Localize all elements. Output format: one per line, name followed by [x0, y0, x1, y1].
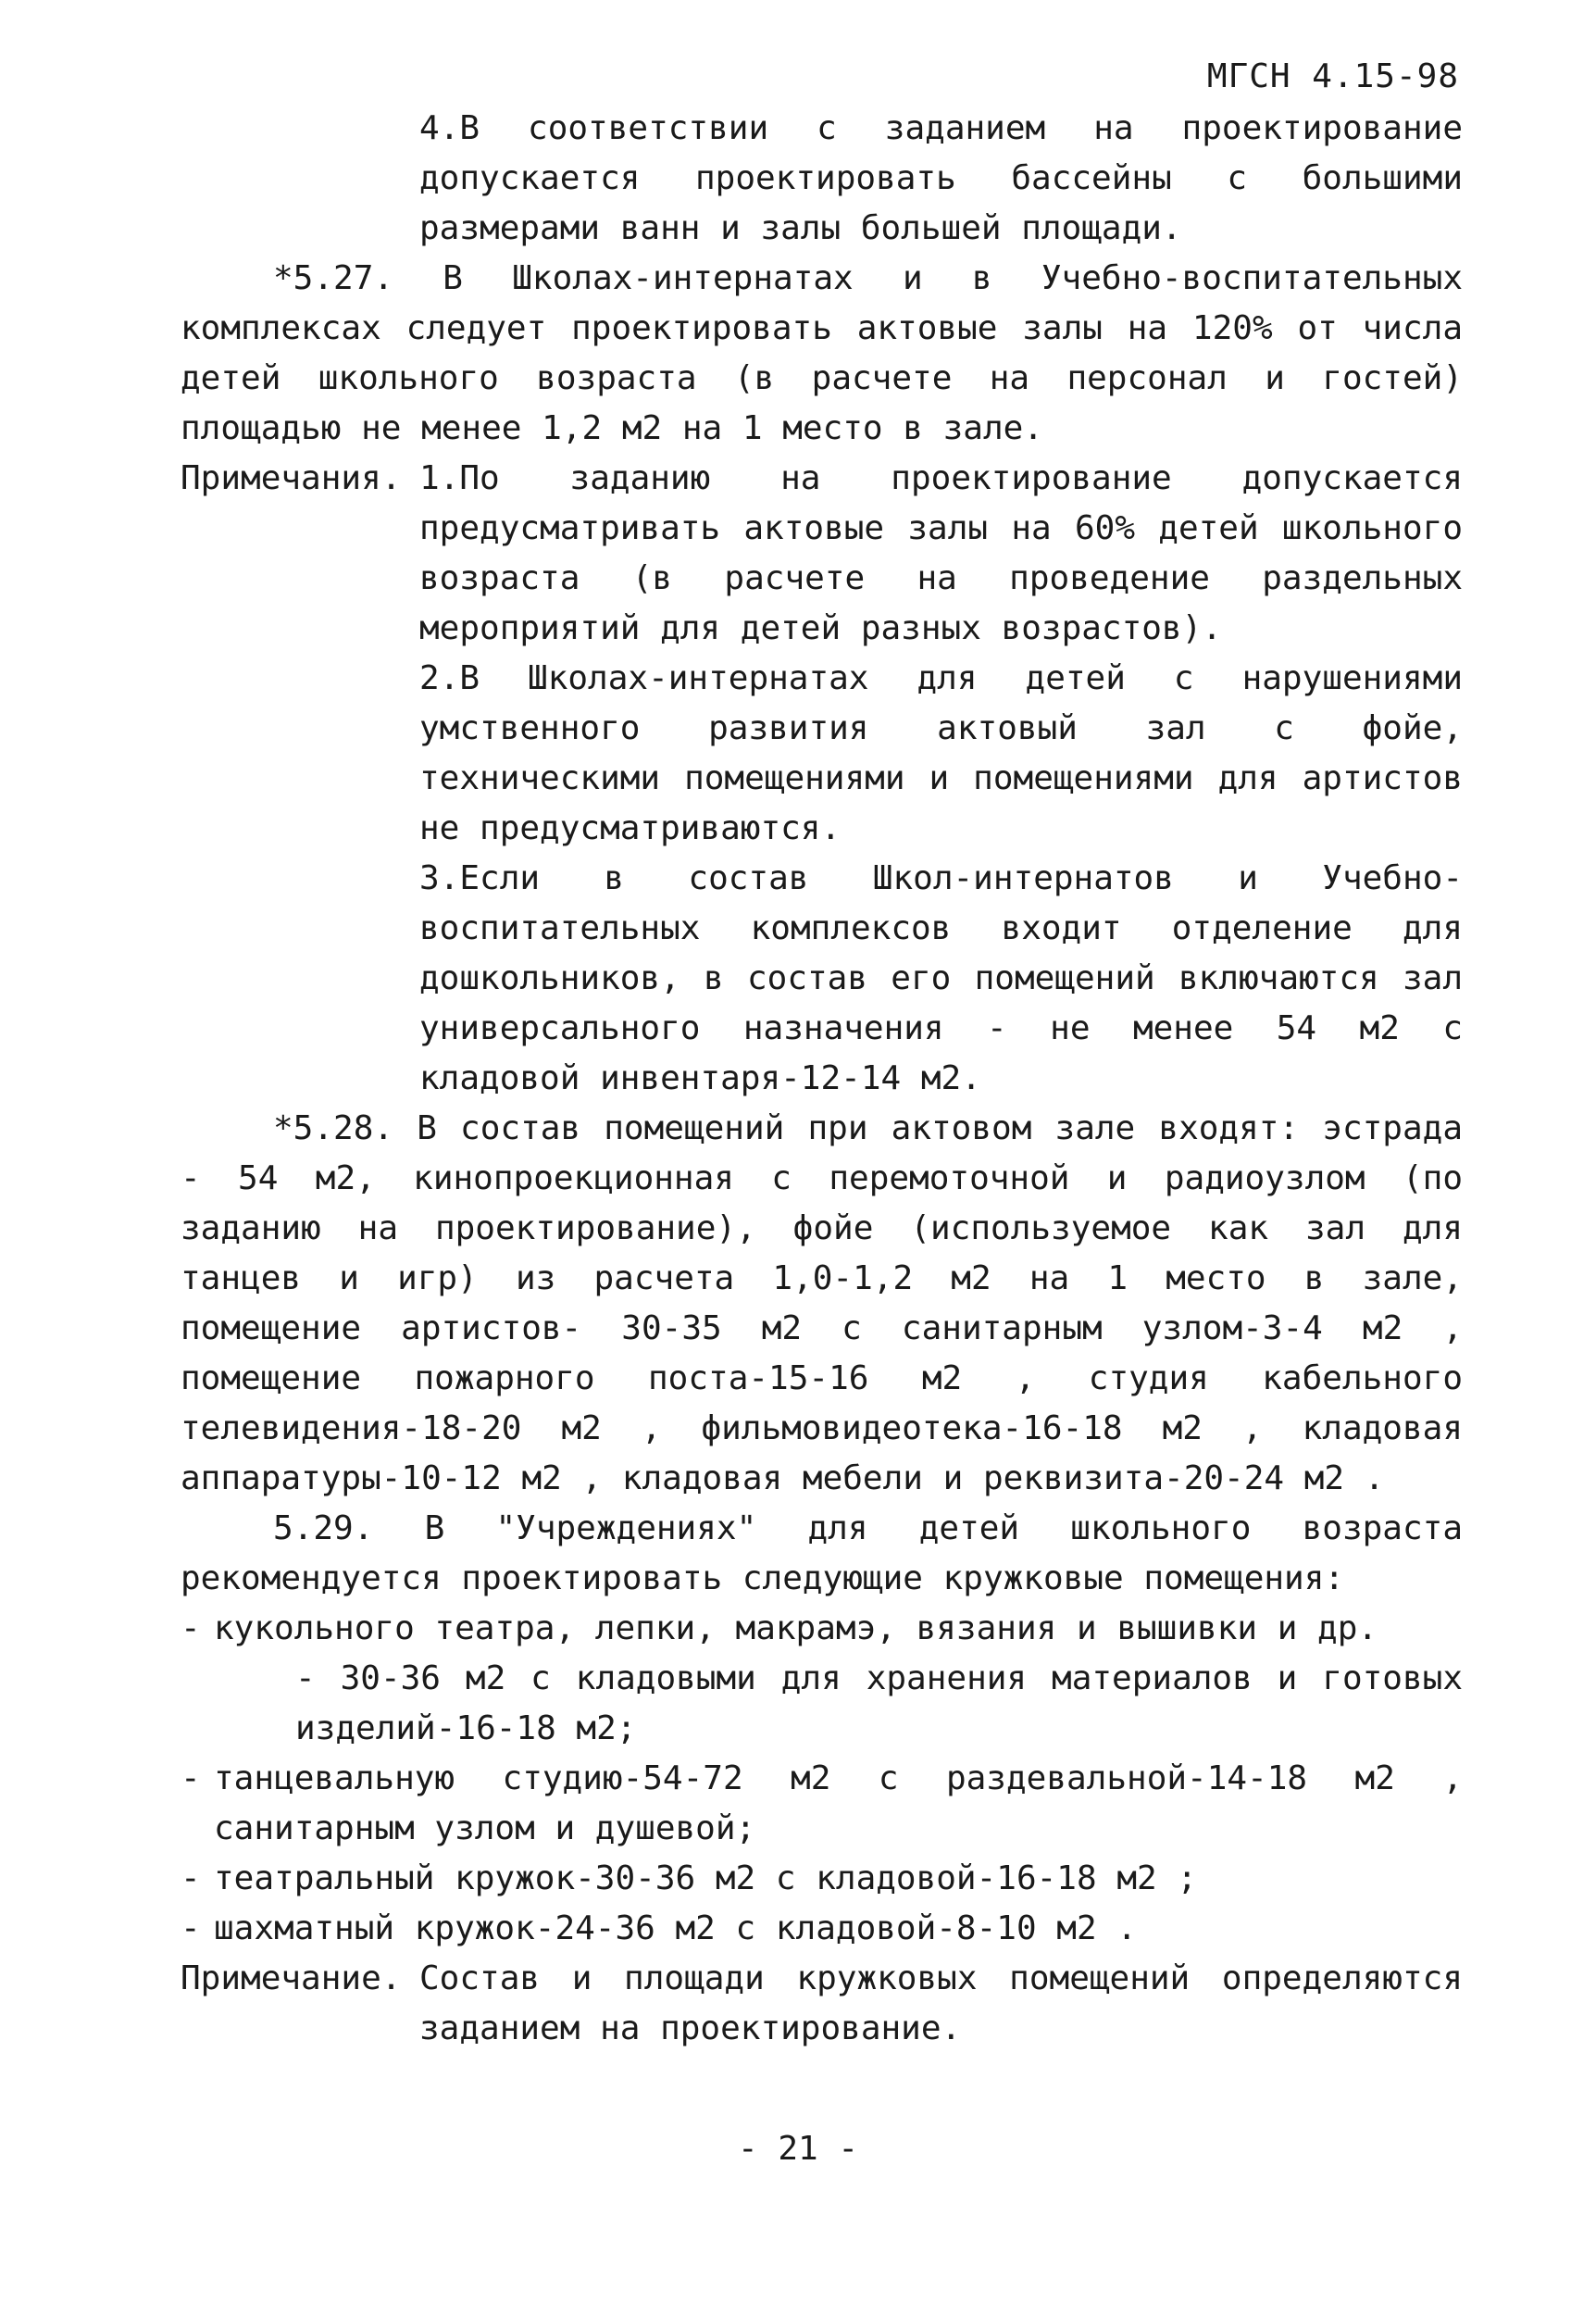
list-dash: -: [181, 1859, 201, 1897]
notes-label: Примечания.: [181, 459, 402, 497]
document-code: МГСН 4.15-98: [1206, 57, 1459, 95]
list-item-text: шахматный кружок-24-36 м2 с кладовой-8-10 м2 .: [214, 1909, 1137, 1947]
list-dash: -: [181, 1759, 201, 1797]
list-item-continuation: - 30-36 м2 с кладовыми для хранения материалов и готовых изделий-16-18 м2;: [295, 1659, 1463, 1747]
paragraph-5-27: *5.27. В Школах-интернатах и в Учебно-воспитательных комплексах следует проектировать актовые залы на 120% от числа детей школьного возраста (в расчете на персонал и гостей) площадью не менее 1,2 м2 на 1 место в зале.: [181, 259, 1463, 447]
list-item: [181, 1754, 1463, 1854]
note-3: 3.Если в состав Школ-интернатов и Учебно-воспитательных комплексов входит отделение для дошкольников, в состав его помещений включаются зал универсального назначения - не менее 54 м2 с кладовой инвентаря-12-14 м2.: [419, 859, 1463, 1097]
notes-block: [181, 454, 1463, 654]
list-item-text: театральный кружок-30-36 м2 с кладовой-16-18 м2 ;: [214, 1859, 1198, 1897]
final-note-block: [181, 1954, 1463, 2054]
page-number: - 21 -: [737, 2130, 859, 2168]
list-item: [181, 1904, 1463, 1954]
note-label: Примечание.: [181, 1959, 402, 1997]
paragraph-5-29: 5.29. В "Учреждениях" для детей школьного возраста рекомендуется проектировать следующие кружковые помещения:: [181, 1509, 1463, 1597]
list-dash: -: [181, 1909, 201, 1947]
paragraph-4: 4.В соответствии с заданием на проектирование допускается проектировать бассейны с большими размерами ванн и залы большей площади.: [419, 109, 1463, 247]
list-item-text: танцевальную студию-54-72 м2 с раздевальной-14-18 м2 , санитарным узлом и душевой;: [214, 1759, 1463, 1847]
list-dash: -: [181, 1609, 201, 1647]
paragraph-5-28: *5.28. В состав помещений при актовом зале входят: эстрада - 54 м2, кинопроекционная с перемоточной и радиоузлом (по заданию на проектирование), фойе (используемое как зал для танцев и игр) из расчета 1,0-1,2 м2 на 1 место в зале, помещение артистов- 30-35 м2 с санитарным узлом-3-4 м2 , помещение пожарного поста-15-16 м2 , студия кабельного телевидения-18-20 м2 , фильмовидеотека-16-18 м2 , кладовая аппаратуры-10-12 м2 , кладовая мебели и реквизита-20-24 м2 .: [181, 1109, 1463, 1497]
document-body: [181, 104, 1463, 2054]
final-note: Состав и площади кружковых помещений определяются заданием на проектирование.: [419, 1959, 1463, 2047]
note-2: 2.В Школах-интернатах для детей с нарушениями умственного развития актовый зал с фойе, техническими помещениями и помещениями для артистов не предусматриваются.: [419, 659, 1463, 847]
list-item-text: кукольного театра, лепки, макрамэ, вязания и вышивки и др.: [214, 1609, 1378, 1647]
list-item: [181, 1604, 1463, 1654]
list-item: [181, 1854, 1463, 1904]
note-1: 1.По заданию на проектирование допускается предусматривать актовые залы на 60% детей школьного возраста (в расчете на проведение раздельных мероприятий для детей разных возрастов).: [419, 459, 1463, 647]
